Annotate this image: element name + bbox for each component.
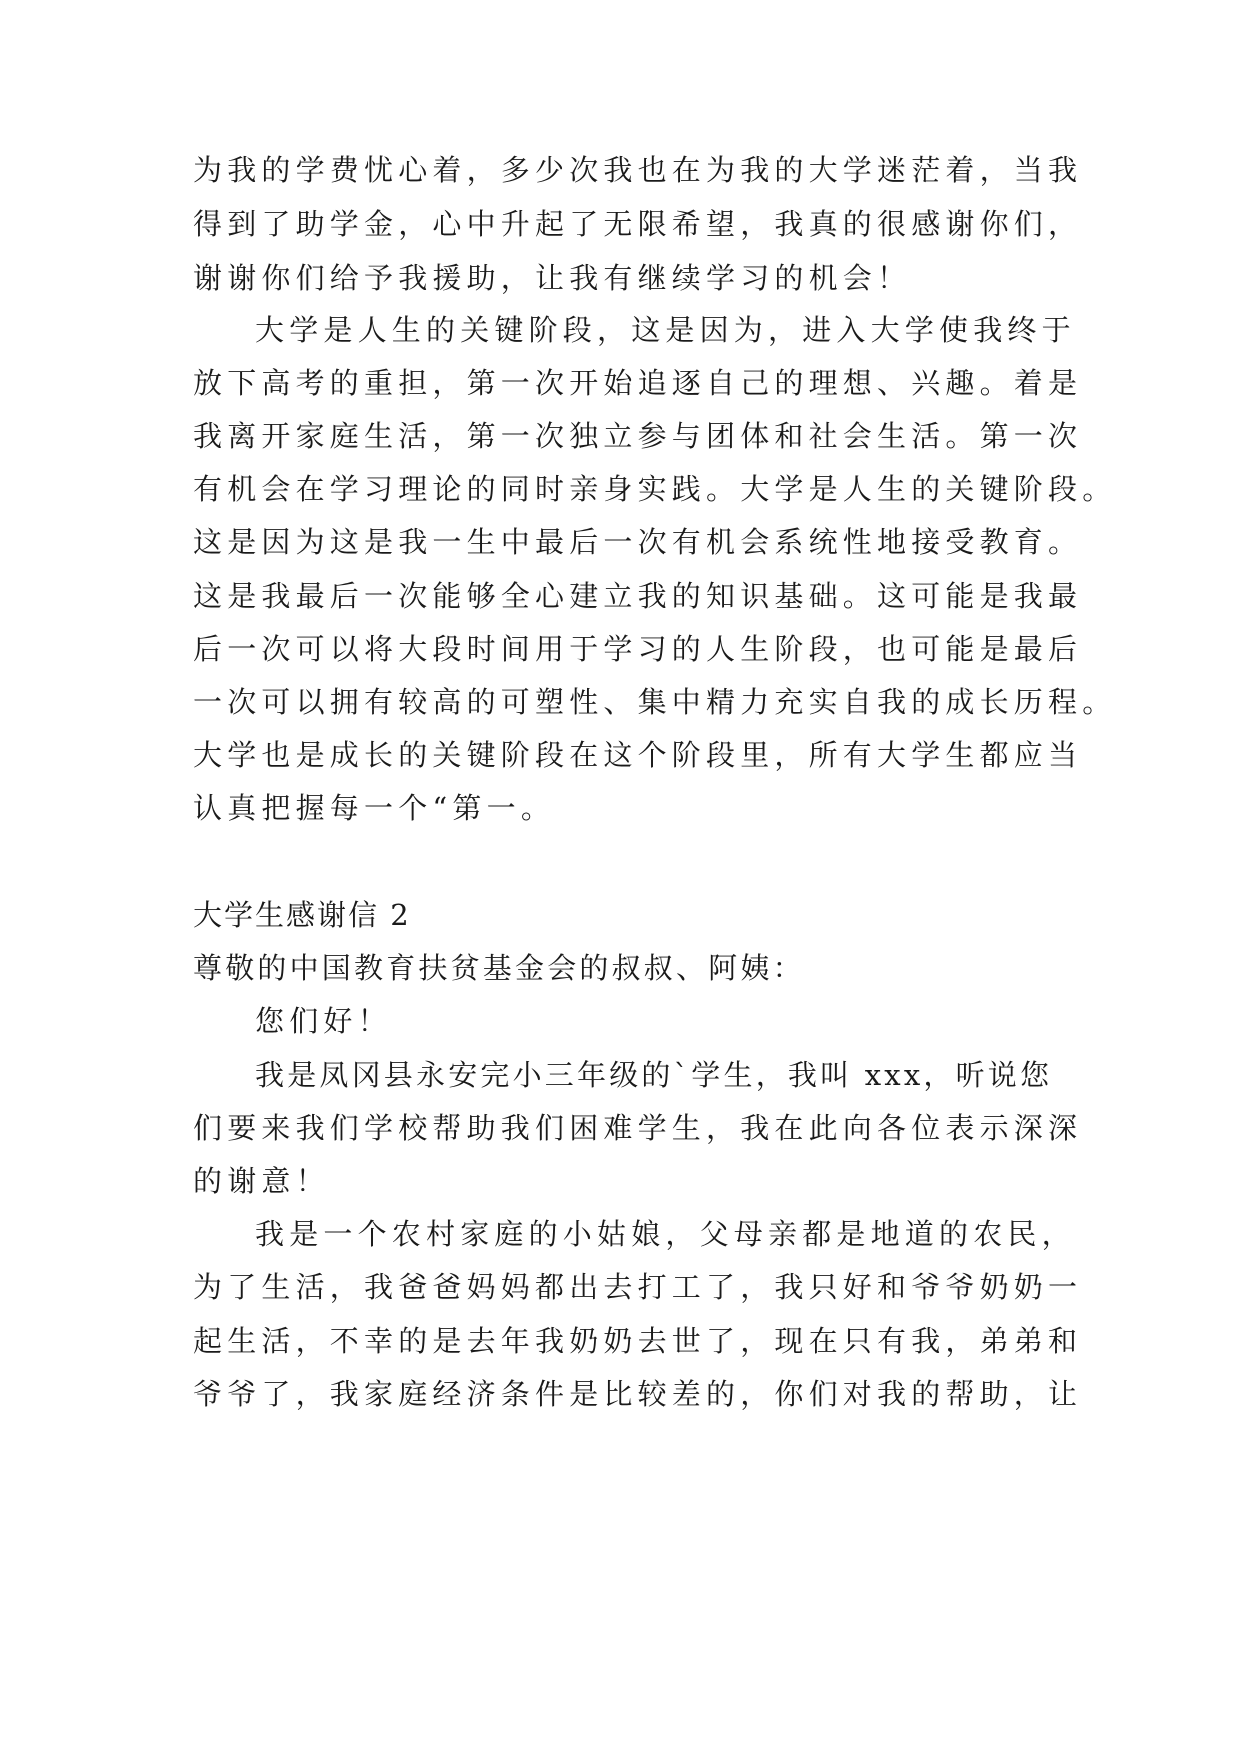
greeting: 您们好！	[255, 1004, 392, 1038]
text-line: 我是一个农村家庭的小姑娘，父母亲都是地道的农民，	[255, 1217, 1076, 1251]
text-line: 大学是人生的关键阶段，这是因为，进入大学使我终于	[255, 313, 1076, 347]
text-line: 得到了助学金，心中升起了无限希望，我真的很感谢你们，	[193, 207, 1083, 241]
text-line: 这是我最后一次能够全心建立我的知识基础。这可能是我最	[193, 579, 1083, 613]
text-line: 们要来我们学校帮助我们困难学生，我在此向各位表示深深	[193, 1111, 1083, 1145]
text-line: 为我的学费忧心着，多少次我也在为我的大学迷茫着，当我	[193, 153, 1083, 187]
text-line: 起生活，不幸的是去年我奶奶去世了，现在只有我，弟弟和	[193, 1324, 1083, 1358]
text-line: 我离开家庭生活，第一次独立参与团体和社会生活。第一次	[193, 419, 1083, 453]
text-line: 有机会在学习理论的同时亲身实践。大学是人生的关键阶段。	[193, 472, 1117, 506]
text-line: 谢谢你们给予我援助，让我有继续学习的机会！	[193, 261, 912, 295]
text-line: 大学也是成长的关键阶段在这个阶段里，所有大学生都应当	[193, 738, 1083, 772]
text-line: 的谢意！	[193, 1164, 330, 1198]
text-line: 为了生活，我爸爸妈妈都出去打工了，我只好和爷爷奶奶一	[193, 1270, 1083, 1304]
text-line: 一次可以拥有较高的可塑性、集中精力充实自我的成长历程。	[193, 685, 1117, 719]
text-line: 这是因为这是我一生中最后一次有机会系统性地接受教育。	[193, 525, 1083, 559]
text-line: 我是凤冈县永安完小三年级的`学生，我叫 xxx，听说您	[255, 1058, 1053, 1092]
salutation: 尊敬的中国教育扶贫基金会的叔叔、阿姨：	[193, 951, 805, 985]
text-line: 爷爷了，我家庭经济条件是比较差的，你们对我的帮助，让	[193, 1377, 1083, 1411]
text-line: 后一次可以将大段时间用于学习的人生阶段，也可能是最后	[193, 632, 1083, 666]
text-line: 放下高考的重担，第一次开始追逐自己的理想、兴趣。着是	[193, 366, 1083, 400]
letter-title: 大学生感谢信 2	[193, 898, 411, 932]
text-line: 认真把握每一个“第一。	[193, 791, 556, 825]
